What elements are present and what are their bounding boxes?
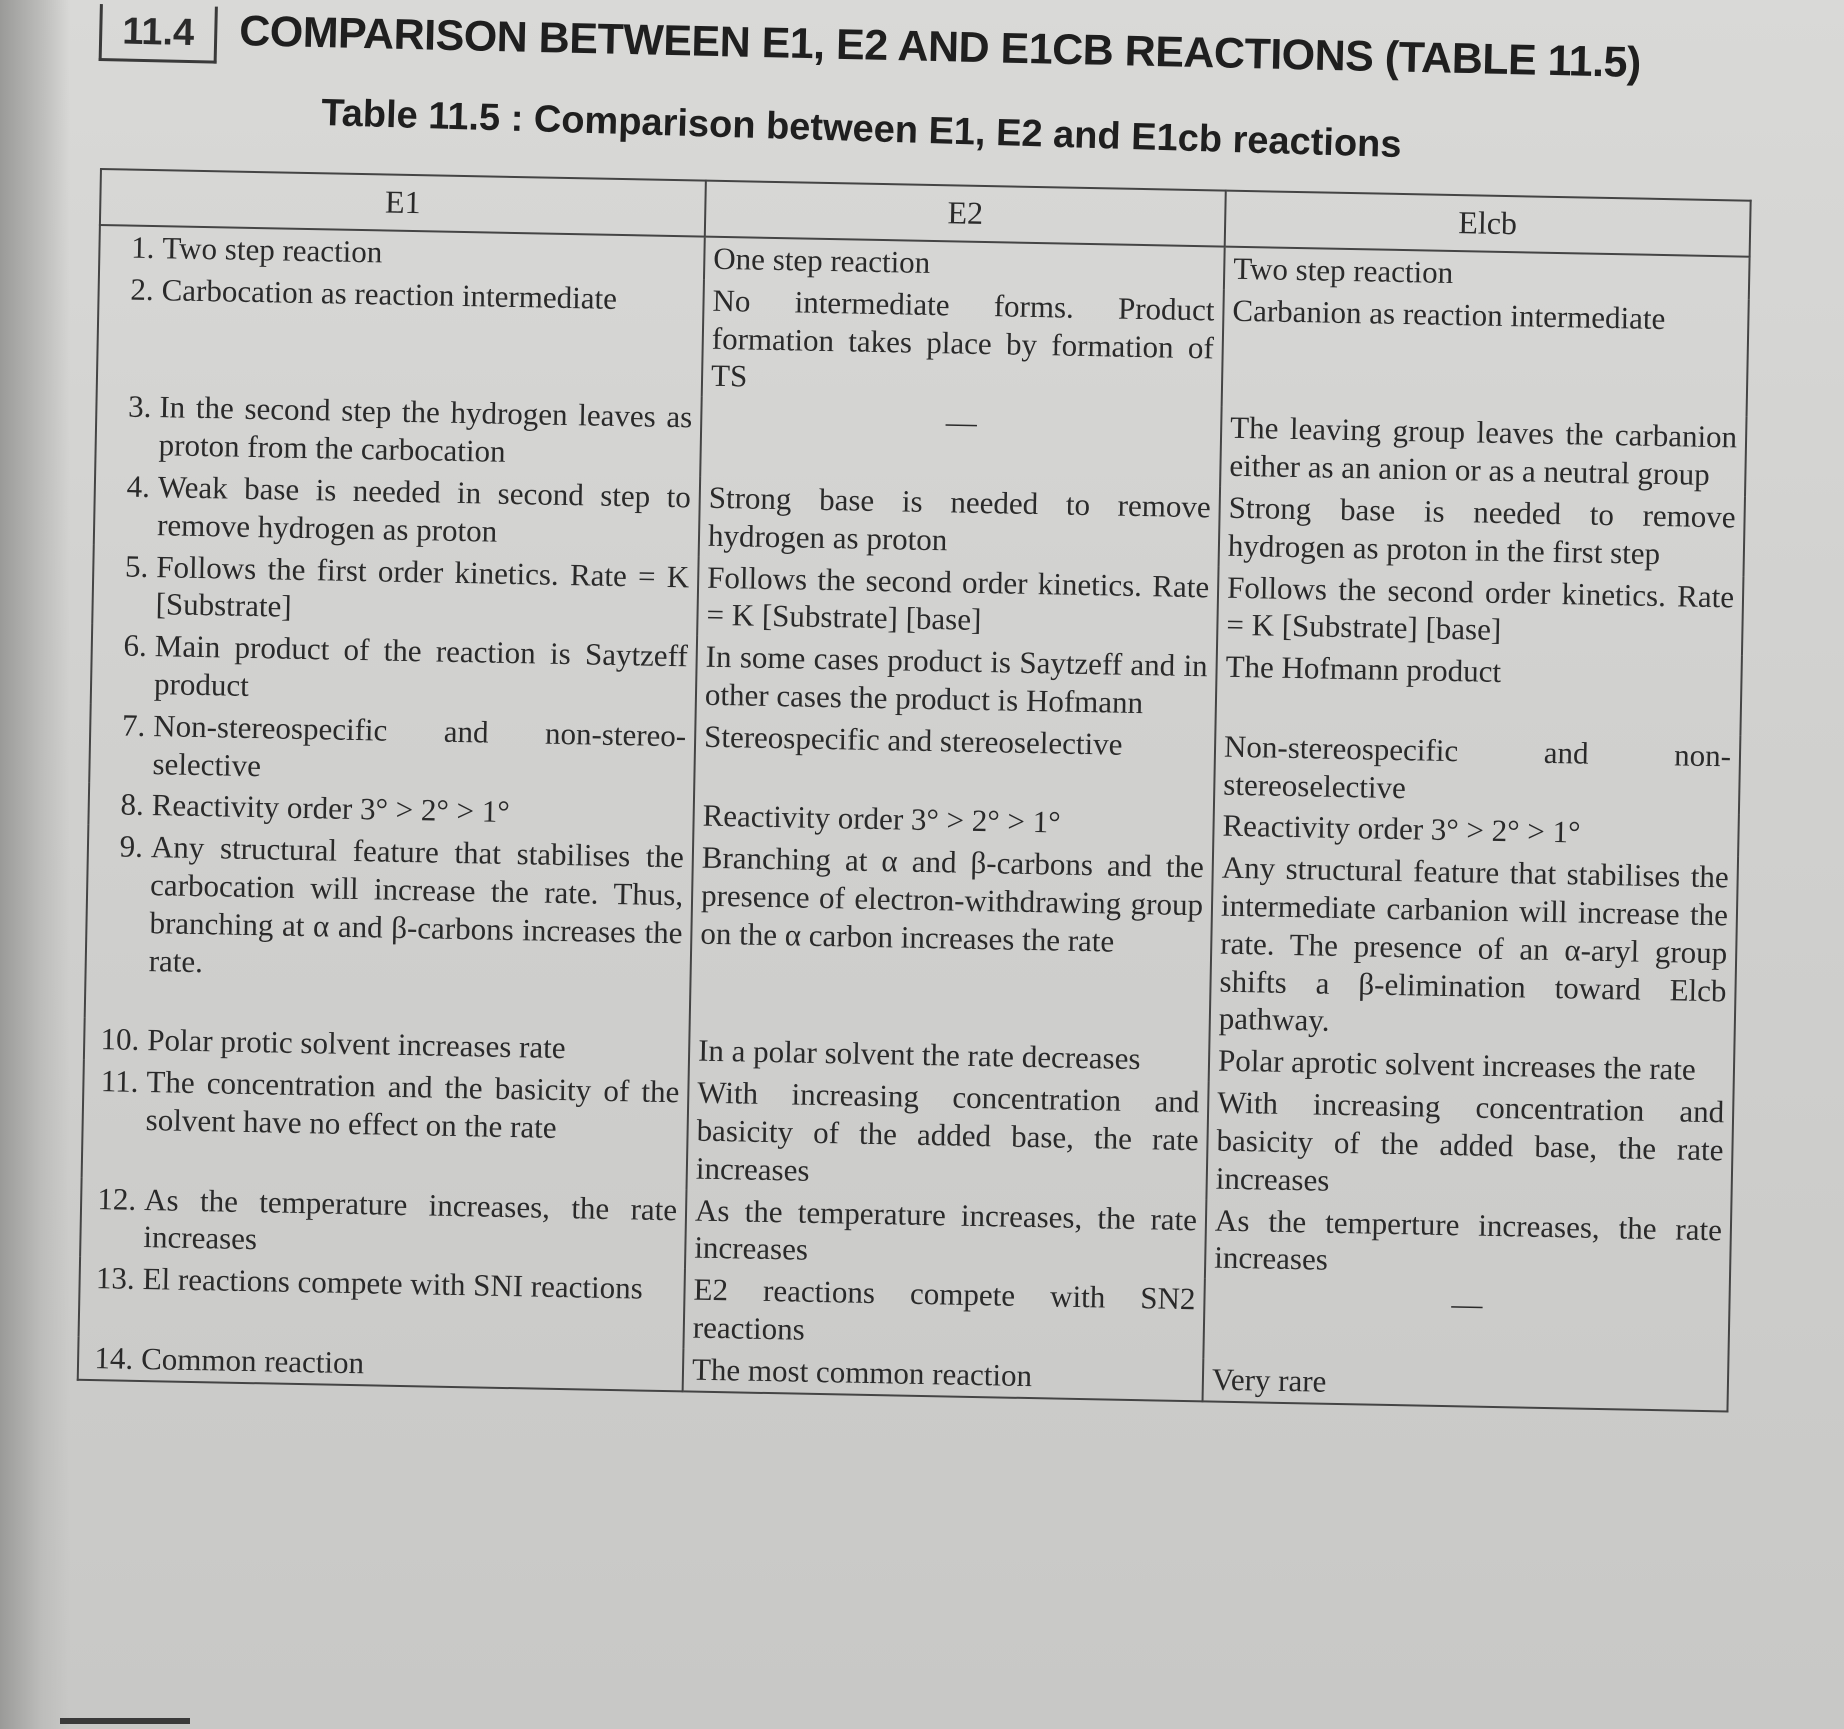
e1cb-cell: Carbanion as reaction intermediate [1222, 289, 1749, 416]
e1-text: The concentration and the basicity of the solvent have no effect on the rate [145, 1064, 680, 1145]
e1cb-cell: Reactivity order 3° > 2° > 1° [1213, 805, 1739, 857]
e1-text: Weak base is needed in second step to remove hydrogen as proton [156, 469, 692, 549]
e1cb-cell: Polar aprotic solvent increases the rate [1209, 1040, 1735, 1092]
row-number: 1. [130, 229, 155, 266]
e1-text: Carbocation as reaction intermediate [161, 272, 618, 316]
e1cb-cell: Very rare [1203, 1358, 1729, 1411]
e1-cell [82, 1060, 689, 1189]
row-number: 9. [119, 828, 144, 865]
e1cb-cell: Strong base is needed to remove hydrogen as proton in the first step [1219, 486, 1745, 576]
empty-dash: — [945, 404, 978, 441]
header-e2: E2 [705, 181, 1226, 247]
e1-text: Two step reaction [162, 230, 383, 270]
e1cb-cell: Two step reaction [1224, 247, 1750, 300]
e1-text: In the second step the hydrogen leaves as proton from the carbocation [158, 389, 693, 469]
e1-cell [89, 704, 695, 795]
page-footer-rule [60, 1718, 190, 1724]
e2-cell: In some cases product is Saytzeff and in other cases the product is Hofmann [696, 636, 1217, 726]
row-number: 11. [100, 1063, 139, 1099]
row-number: 6. [123, 627, 148, 664]
e1-text: As the temperature increases, the rate increases [143, 1181, 678, 1257]
page-binding-shadow [0, 0, 70, 1729]
row-number: 10. [100, 1021, 140, 1058]
e1cb-cell: The leaving group leaves the carbanion either as an anion or as a neutral group [1220, 407, 1746, 497]
e2-cell: E2 reactions compete with SN2 reactions [683, 1269, 1204, 1359]
empty-dash: — [1451, 1286, 1483, 1322]
e2-cell: As the temperature increases, the rate increases [685, 1189, 1206, 1279]
e2-cell: Stereospecific and stereoselective [694, 715, 1215, 805]
e1-text: Polar protic solvent increases rate [146, 1022, 566, 1066]
e1cb-cell: As the temperture increases, the rate increases [1205, 1199, 1731, 1289]
header-e1cb: Elcb [1225, 191, 1751, 257]
row-number: 2. [130, 271, 155, 307]
e1-cell [79, 1257, 685, 1348]
e2-cell: Strong base is needed to remove hydrogen as proton [699, 476, 1220, 566]
e1cb-cell: Follows the second order kinetics. Rate = K [Substrate] [base] [1217, 566, 1743, 656]
e1cb-cell [1203, 1279, 1729, 1369]
e2-cell: Follows the second order kinetics. Rate = K [Substrate] [base] [697, 556, 1218, 646]
comparison-table-wrapper [71, 168, 1750, 1709]
e1-text: Follows the first order kinetics. Rate = K [Substrate] [155, 548, 690, 625]
e1-text: Any structural feature that stabilises the carbocation will increase the rate. Thus, branching at α and β-carbons increases the rate. [148, 829, 685, 979]
e1-cell [95, 385, 701, 476]
e2-cell: The most common reaction [683, 1348, 1204, 1401]
e2-cell: One step reaction [704, 237, 1225, 290]
e1-text: Common reaction [140, 1340, 365, 1381]
e1-cell [80, 1177, 686, 1268]
section-title: COMPARISON BETWEEN E1, E2 AND E1CB REACTIONS (TABLE 11.5) [238, 7, 1642, 87]
row-number: 3. [127, 388, 152, 425]
e1-cell [97, 268, 704, 397]
e1-cell [94, 465, 700, 556]
row-number: 13. [95, 1260, 136, 1296]
table-row [85, 825, 1738, 1050]
row-number: 7. [121, 707, 146, 743]
row-number: 5. [124, 548, 149, 584]
row-number: 4. [126, 468, 151, 504]
e1-cell [91, 624, 697, 715]
section-header [98, 0, 1739, 107]
e2-cell: With increasing concentration and basicity of the added base, the rate increases [687, 1072, 1209, 1199]
row-number: 12. [97, 1180, 137, 1217]
e1-cell [92, 544, 698, 635]
e1cb-cell: With increasing concentration and basicity of the added base, the rate increases [1206, 1082, 1733, 1209]
e2-cell [700, 397, 1221, 487]
header-e1: E1 [100, 169, 706, 237]
e1cb-cell: Any structural feature that stabilises the intermediate carbanion will increase the rate. The presence of an α-aryl group shifts a β-elimination toward Elcb pathway. [1209, 847, 1738, 1050]
e1-text: Reactivity order 3° > 2° > 1° [151, 787, 511, 830]
e1-text: El reactions compete with SNI reactions [142, 1261, 644, 1306]
e1cb-cell: Non-stereospecific and non-stereoselective [1214, 725, 1740, 815]
e2-cell: No intermediate forms. Product formation takes place by formation of TS [702, 279, 1224, 406]
e2-cell: Branching at α and β-carbons and the presence of electron-withdrawing group on the α carbon increases the rate [690, 837, 1214, 1040]
e1-text: Main product of the reaction is Saytzeff product [153, 628, 689, 703]
table-caption: Table 11.5 : Comparison between E1, E2 and E1cb reactions [320, 92, 1403, 167]
e2-cell: Reactivity order 3° > 2° > 1° [693, 795, 1214, 847]
e2-cell: In a polar solvent the rate decreases [689, 1030, 1210, 1082]
row-number: 8. [120, 786, 145, 823]
e1cb-cell: The Hofmann product [1216, 646, 1742, 736]
e1-text: Non-stereospecific and non-stereo-selective [152, 707, 687, 783]
section-number: 11.4 [99, 4, 218, 64]
comparison-table [77, 168, 1752, 1412]
e1-cell [85, 825, 694, 1030]
row-number: 14. [94, 1339, 134, 1376]
